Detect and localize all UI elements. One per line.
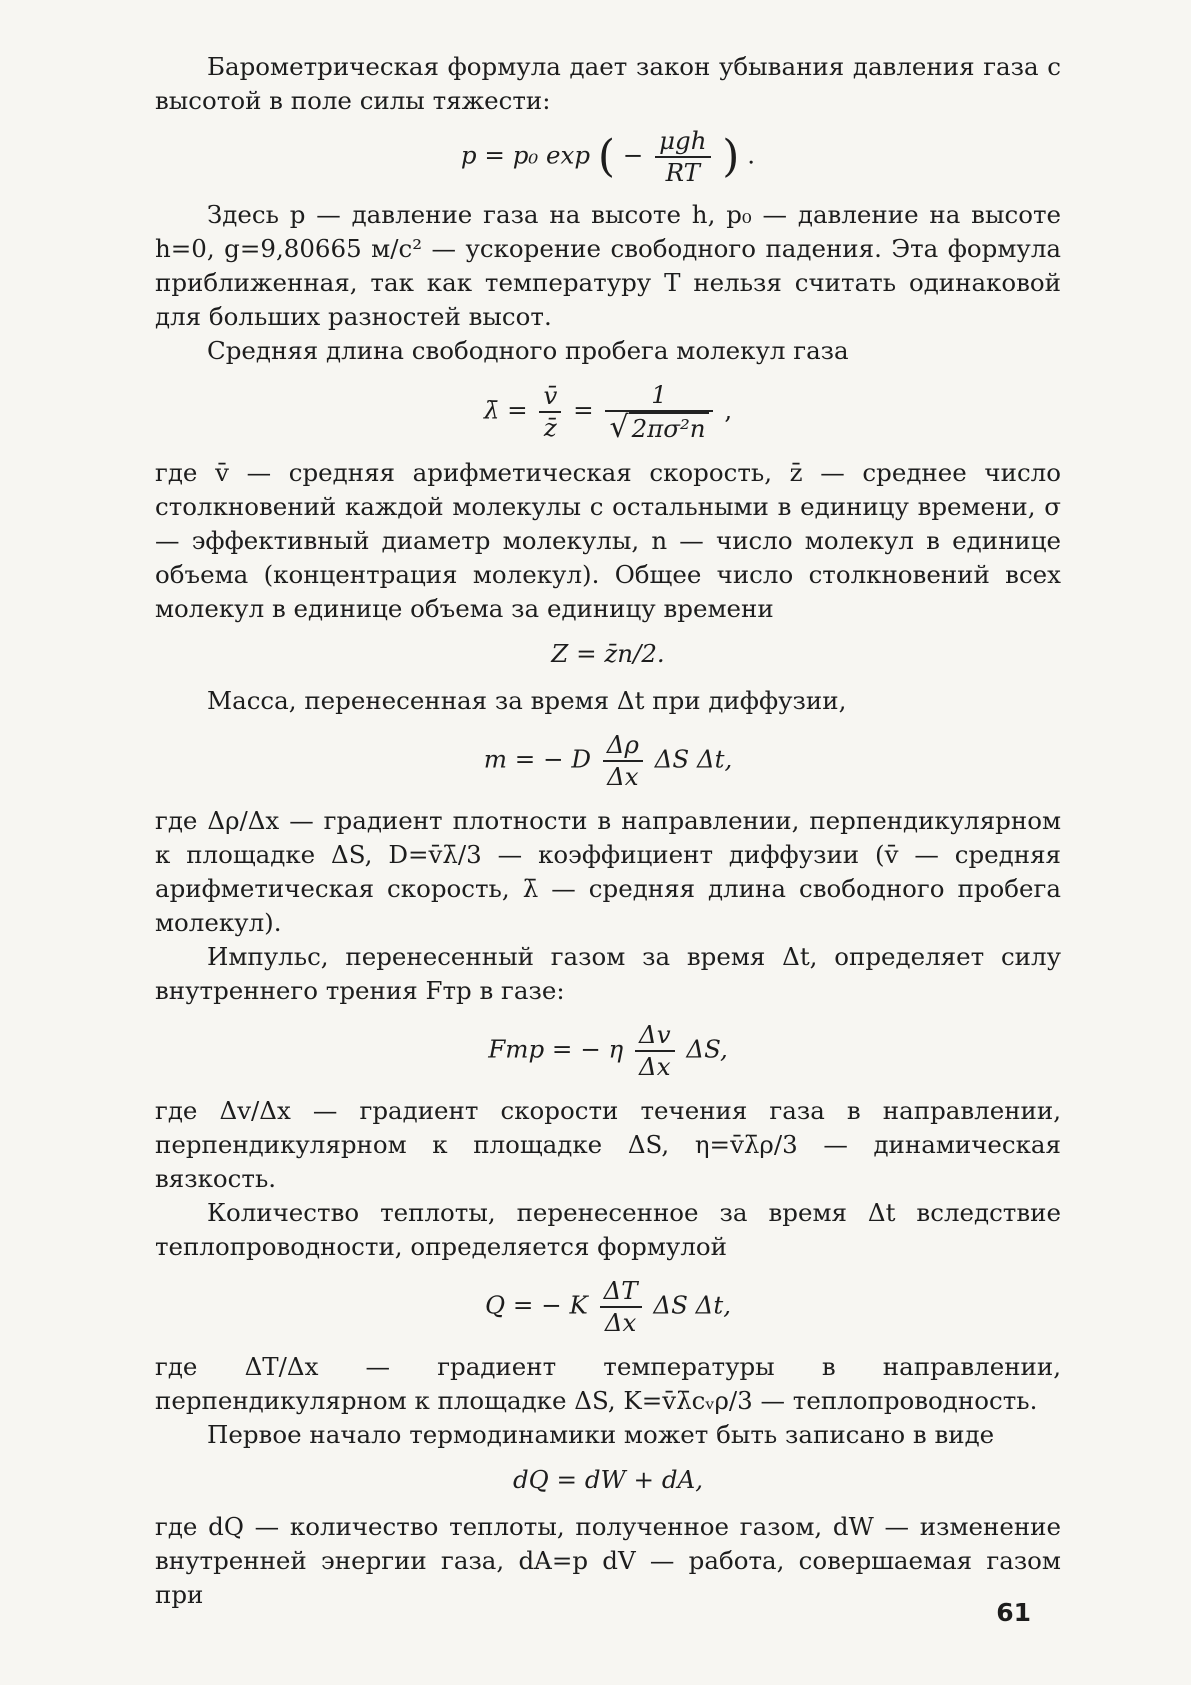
paragraph-diffusion: Масса, перенесенная за время Δt при диффузии,: [207, 686, 847, 715]
eq4-left: m = − D: [483, 744, 591, 774]
paragraph-first-law-explained: где dQ — количество теплоты, полученное газом, dW — изменение внутренней энергии газа, dA=p dV — работа, совершаемая газом при: [155, 1512, 1061, 1609]
eq2-radicand: 2πσ²n: [629, 412, 709, 444]
paragraph-collisions: где v̄ — средняя арифметическая скорость, z̄ — среднее число столкновений каждой молекулы с остальными в единицу времени, σ — эффективный диаметр молекулы, n — число молекул в единице объема (концентрация молекул). Общее число столкновений всех молекул в единице объема за единицу времени: [155, 458, 1061, 623]
equation-first-law: dQ = dW + dA,: [512, 1465, 703, 1494]
eq4-right: ΔS Δt,: [654, 744, 733, 774]
eq2-end: ,: [724, 395, 733, 425]
paragraph-barometric-explained: Здесь p — давление газа на высоте h, p₀ — давление на высоте h=0, g=9,80665 м/с² — ускорение свободного падения. Эта формула приближенная, так как температуру T нельзя считать одинаковой для больших разностей высот.: [155, 200, 1061, 331]
equation-diffusion: [155, 730, 1061, 792]
eq5-fraction: [635, 1020, 675, 1082]
eq2-numerator-2: 1: [651, 380, 667, 409]
eq6-left: Q = − K: [484, 1290, 588, 1320]
eq1-end: .: [747, 140, 756, 170]
equation-total-collisions: Z = z̄n/2.: [551, 639, 665, 668]
equation-mean-free-path: [155, 380, 1061, 444]
eq5-right: ΔS,: [686, 1034, 728, 1064]
eq1-open-paren: (: [597, 131, 615, 182]
eq4-denominator: Δx: [603, 760, 643, 792]
eq1-fraction: [655, 126, 710, 188]
eq2-denominator-1: z̄: [539, 411, 561, 443]
eq6-right: ΔS Δt,: [653, 1290, 732, 1320]
paragraph-mean-free-path: Средняя длина свободного пробега молекул газа: [207, 336, 849, 365]
paragraph-heat-conduction-explained: где ΔT/Δx — градиент температуры в направлении, перпендикулярном к площадке ΔS, K=v̄λ̄cᵥρ/3 — теплопроводность.: [155, 1352, 1061, 1415]
equation-internal-friction: [155, 1020, 1061, 1082]
eq1-close-paren: ): [722, 131, 740, 182]
paragraph-viscosity-explained: где Δv/Δx — градиент скорости течения газа в направлении, перпендикулярном к площадке ΔS, η=v̄λ̄ρ/3 — динамическая вязкость.: [155, 1096, 1061, 1193]
eq6-numerator: ΔT: [603, 1276, 638, 1305]
eq6-fraction: [600, 1276, 642, 1338]
equation-heat-conduction: [155, 1276, 1061, 1338]
eq2-numerator-1: v̄: [543, 381, 558, 410]
eq2-fraction-2: [605, 380, 712, 444]
eq2-fraction-1: [539, 381, 561, 443]
eq4-numerator: Δρ: [606, 730, 639, 759]
paragraph-barometric: Барометрическая формула дает закон убывания давления газа с высотой в поле силы тяжести:: [155, 52, 1061, 115]
eq1-left: p = p₀ exp: [460, 140, 591, 170]
eq2-equals: =: [573, 395, 594, 425]
paragraph-momentum: Импульс, перенесенный газом за время Δt, определяет силу внутреннего трения Fтр в газе:: [155, 942, 1061, 1005]
eq4-fraction: [603, 730, 643, 792]
eq1-minus: −: [622, 140, 644, 170]
paragraph-first-law: Первое начало термодинамики может быть записано в виде: [207, 1420, 995, 1449]
eq1-numerator: μgh: [659, 126, 707, 155]
paragraph-heat-conduction: Количество теплоты, перенесенное за время Δt вследствие теплопроводности, определяется формулой: [155, 1198, 1061, 1261]
eq1-denominator: RT: [655, 156, 710, 188]
page-number: 61: [996, 1598, 1031, 1627]
equation-barometric: [155, 126, 1061, 188]
eq5-numerator: Δv: [639, 1020, 671, 1049]
eq2-denominator-2: [605, 410, 712, 444]
sqrt-sign: √: [609, 410, 629, 445]
eq5-denominator: Δx: [635, 1050, 675, 1082]
eq2-left: λ̄ =: [483, 395, 528, 425]
paragraph-diffusion-explained: где Δρ/Δx — градиент плотности в направлении, перпендикулярном к площадке ΔS, D=v̄λ̄/3 — коэффициент диффузии (v̄ — средняя арифметическая скорость, λ̄ — средняя длина свободного пробега молекул).: [155, 806, 1061, 937]
eq6-denominator: Δx: [600, 1306, 642, 1338]
eq5-left: Fтр = − η: [488, 1034, 624, 1064]
